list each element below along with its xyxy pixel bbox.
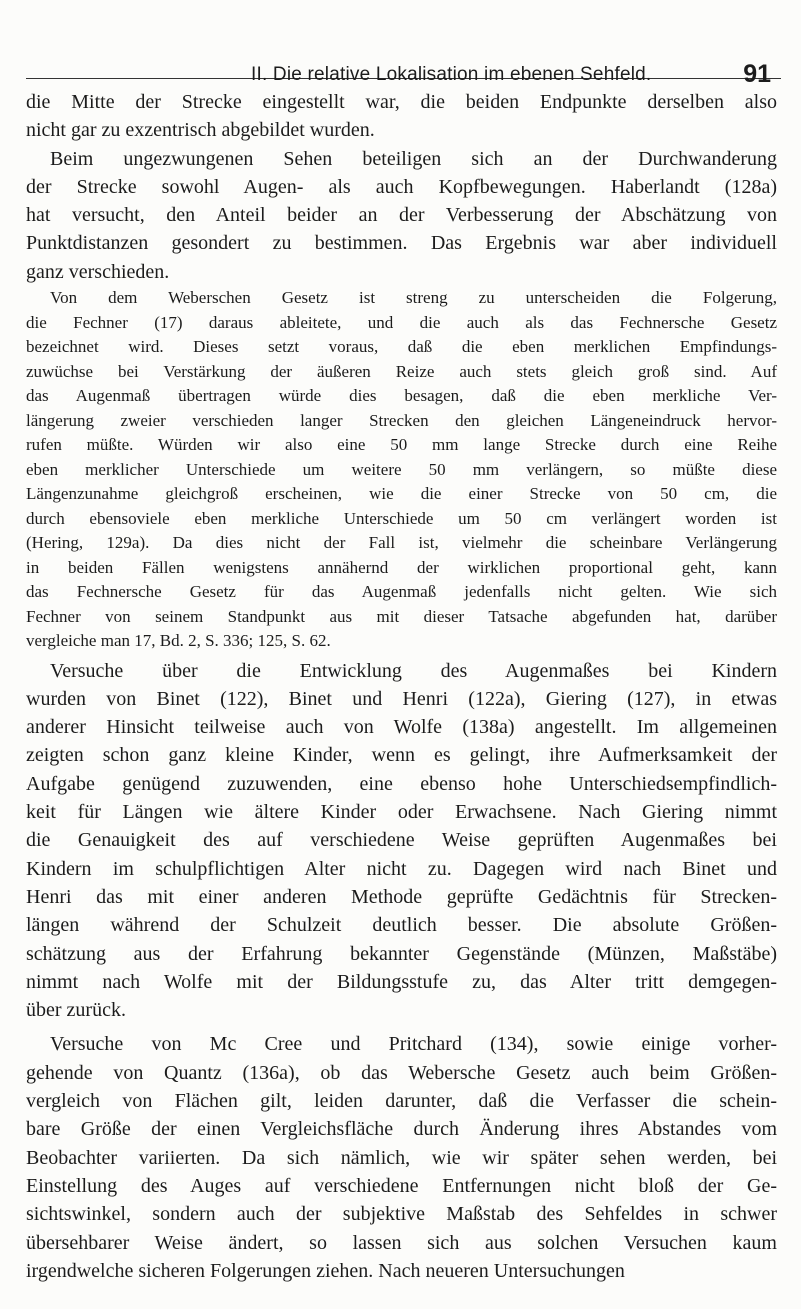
text-line: zeigten schon ganz kleine Kinder, wenn es gelingt, ihre Aufmerksamkeit der xyxy=(26,744,777,767)
text-line: bare Größe der einen Vergleichsfläche durch Änderung ihres Abstandes vom xyxy=(26,1118,777,1141)
text-line: wurden von Binet (122), Binet und Henri (122a), Giering (127), in etwas xyxy=(26,687,777,710)
text-line: Von dem Weberschen Gesetz ist streng zu unterscheiden die Folgerung, xyxy=(50,288,777,308)
text-line: der Strecke sowohl Augen- als auch Kopfbewegungen. Haberlandt (128a) xyxy=(26,175,777,198)
text-line: Kindern im schulpflichtigen Alter nicht zu. Dagegen wird nach Binet und xyxy=(26,857,777,880)
text-line: ganz verschieden. xyxy=(26,260,170,283)
text-line: die Genauigkeit des auf verschiedene Weise geprüften Augenmaßes bei xyxy=(26,829,777,852)
text-line: gehende von Quantz (136a), ob das Webersche Gesetz auch beim Größen- xyxy=(26,1061,777,1084)
text-line: anderer Hinsicht teilweise auch von Wolfe (138a) angestellt. Im allgemeinen xyxy=(26,716,777,739)
text-line: schätzung aus der Erfahrung bekannter Gegenstände (Münzen, Maßstäbe) xyxy=(26,942,777,965)
text-line: vergleiche man 17, Bd. 2, S. 336; 125, S. 62. xyxy=(26,631,331,651)
text-line: längerung zweier verschieden langer Strecken den gleichen Längeneindruck hervor- xyxy=(26,410,777,430)
text-line: Versuche über die Entwicklung des Augenmaßes bei Kindern xyxy=(50,659,777,682)
text-line: irgendwelche sicheren Folgerungen ziehen. Nach neueren Untersuchungen xyxy=(26,1259,625,1282)
text-line: bezeichnet wird. Dieses setzt voraus, daß die eben merklichen Empfindungs- xyxy=(26,337,777,357)
paragraph xyxy=(26,145,777,286)
text-line: die Fechner (17) daraus ableitete, und die auch als das Fechnersche Gesetz xyxy=(26,312,777,332)
running-title: II. Die relative Lokalisation im ebenen Sehfeld. xyxy=(251,64,652,85)
text-line: Längenzunahme gleichgroß erscheinen, wie die einer Strecke von 50 cm, die xyxy=(26,484,777,504)
text-line: durch ebensoviele eben merkliche Unterschiede um 50 cm verlängert worden ist xyxy=(26,508,777,528)
text-line: die Mitte der Strecke eingestellt war, die beiden Endpunkte derselben also xyxy=(26,91,777,113)
body-text xyxy=(26,88,777,1285)
text-line: nicht gar zu exzentrisch abgebildet wurden. xyxy=(26,119,375,142)
text-line: nimmt nach Wolfe mit der Bildungsstufe zu, das Alter tritt demgegen- xyxy=(26,970,777,993)
paragraph xyxy=(26,1030,777,1285)
text-line: Beobachter variierten. Da sich nämlich, wie wir später sehen werden, bei xyxy=(26,1146,777,1169)
text-line: Aufgabe genügend zuzuwenden, eine ebenso hohe Unterschiedsempfindlich- xyxy=(26,772,777,795)
paragraph-container xyxy=(26,88,777,1285)
page-header xyxy=(26,18,781,88)
text-line: hat versucht, den Anteil beider an der Verbesserung der Abschätzung von xyxy=(26,204,777,227)
text-line: eben merklicher Unterschiede um weitere 50 mm verlängern, so müßte diese xyxy=(26,459,777,479)
text-line: über zurück. xyxy=(26,999,126,1022)
text-line: das Fechnersche Gesetz für das Augenmaß jedenfalls nicht gelten. Wie sich xyxy=(26,582,777,602)
text-line: keit für Längen wie ältere Kinder oder Erwachsene. Nach Giering nimmt xyxy=(26,801,777,824)
text-line: sichtswinkel, sondern auch der subjektive Maßstab des Sehfeldes in schwer xyxy=(26,1203,777,1226)
text-line: vergleich von Flächen gilt, leiden darunter, daß die Verfasser die schein- xyxy=(26,1090,777,1113)
page-number: 91 xyxy=(743,60,771,88)
paragraph xyxy=(26,88,777,145)
text-line: zuwüchse bei Verstärkung der äußeren Reize auch stets gleich groß sind. Auf xyxy=(26,361,777,381)
text-line: Henri das mit einer anderen Methode geprüfte Gedächtnis für Strecken- xyxy=(26,885,777,908)
text-line: Beim ungezwungenen Sehen beteiligen sich an der Durchwanderung xyxy=(50,147,777,170)
text-line: in beiden Fällen wenigstens annähernd der wirklichen proportional geht, kann xyxy=(26,557,777,577)
text-line: rufen müßte. Würden wir also eine 50 mm lange Strecke durch eine Reihe xyxy=(26,435,777,455)
text-line: Fechner von seinem Standpunkt aus mit dieser Tatsache abgefunden hat, darüber xyxy=(26,606,777,626)
text-line: Einstellung des Auges auf verschiedene Entfernungen nicht bloß der Ge- xyxy=(26,1174,777,1197)
paragraph xyxy=(26,657,777,1025)
text-line: längen während der Schulzeit deutlich besser. Die absolute Größen- xyxy=(26,914,777,937)
text-line: übersehbarer Weise ändert, so lassen sich aus solchen Versuchen kaum xyxy=(26,1231,777,1254)
text-line: Punktdistanzen gesondert zu bestimmen. Das Ergebnis war aber individuell xyxy=(26,232,777,255)
text-line: (Hering, 129a). Da dies nicht der Fall ist, vielmehr die scheinbare Verlängerung xyxy=(26,533,777,553)
paragraph xyxy=(26,286,777,654)
text-line: Versuche von Mc Cree und Pritchard (134), sowie einige vorher- xyxy=(50,1033,777,1056)
text-line: das Augenmaß übertragen würde dies besagen, daß die eben merkliche Ver- xyxy=(26,386,777,406)
